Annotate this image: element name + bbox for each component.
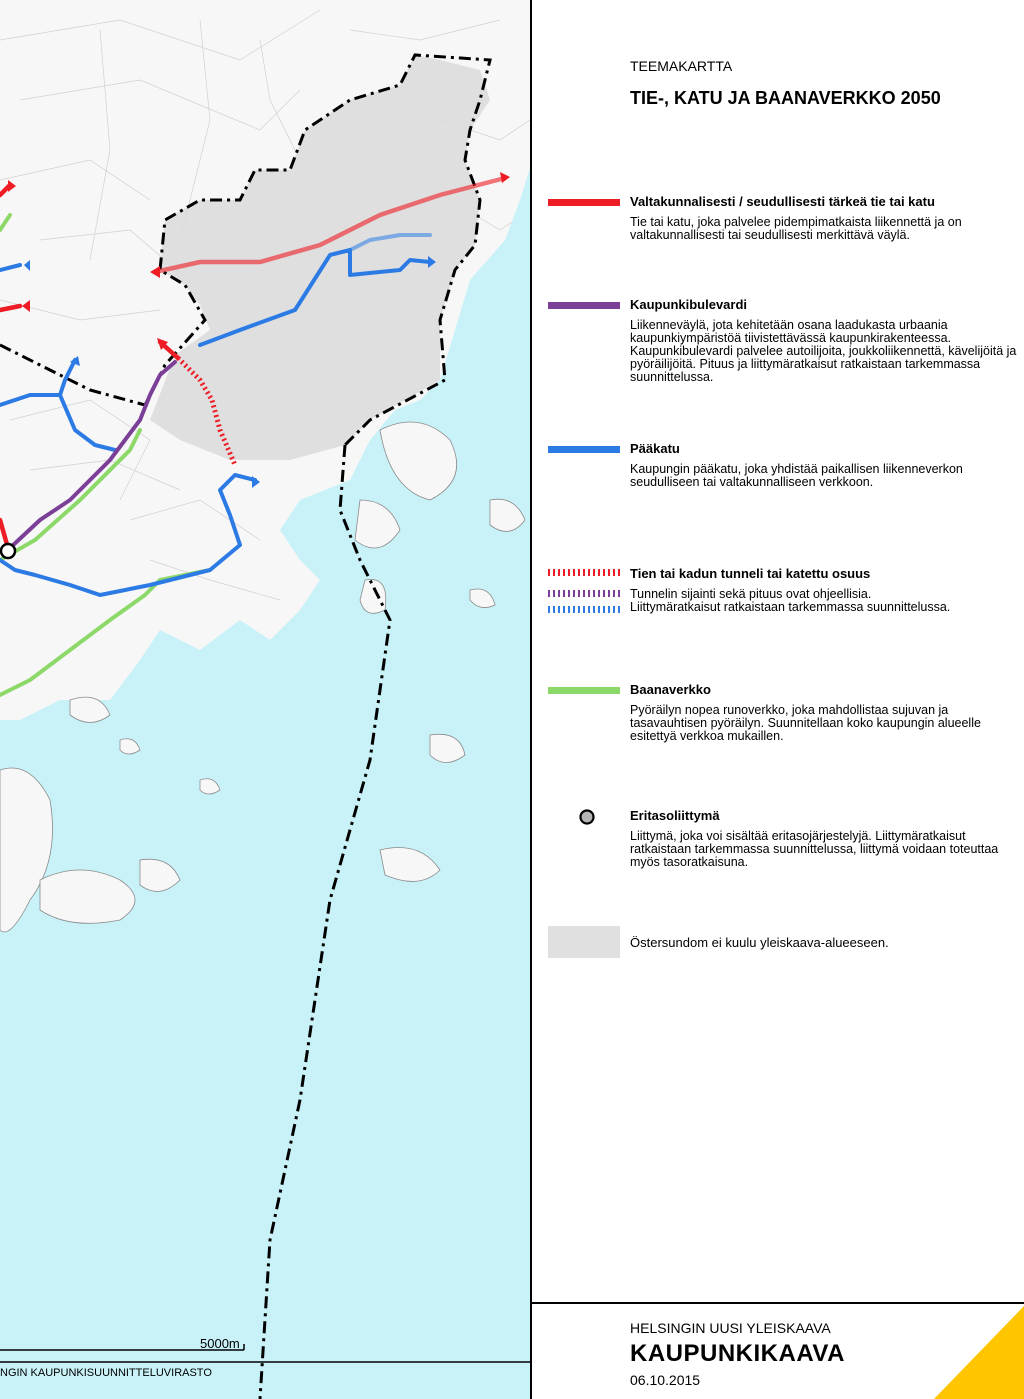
scale-label: 5000m (200, 1336, 240, 1351)
legend-name: Östersundom ei kuulu yleiskaava-alueeseen. (630, 935, 889, 950)
purple-dashed-symbol (548, 590, 620, 597)
legend-name: Pääkatu (630, 441, 680, 456)
legend-desc-line: Liittymäratkaisut ratkaistaan tarkemmassa suunnittelussa. (630, 600, 951, 614)
grey-area-symbol (548, 926, 620, 958)
red-line-symbol (548, 199, 620, 206)
map-title: TIE-, KATU JA BAANAVERKKO 2050 (630, 88, 941, 108)
legend-desc: Kaupungin pääkatu, joka yhdistää paikallisen liikenneverkon seudulliseen tai valtakunnalliseen verkkoon. (630, 462, 963, 489)
legend-name: Baanaverkko (630, 682, 711, 697)
legend-panel (530, 0, 1024, 1399)
interchange-icon (578, 808, 596, 826)
department-name: KAUPUNKIKAAVA (630, 1340, 845, 1367)
legend-name: Tien tai kadun tunneli tai katettu osuus (630, 566, 871, 581)
office-label: NGIN KAUPUNKISUUNNITTELUVIRASTO (0, 1367, 212, 1379)
legend-desc: Pyöräilyn nopea runoverkko, joka mahdollistaa sujuvan ja tasavauhtisen pyöräilyn. Suunnitellaan koko kaupungin alueelle esitettyä verkkoa mukaillen. (630, 703, 981, 743)
plan-date: 06.10.2015 (630, 1372, 701, 1388)
map-subtitle: TEEMAKARTTA (630, 58, 733, 74)
legend-desc-line: Tunnelin sijainti sekä pituus ovat ohjeellisia. (630, 587, 872, 601)
interchange-marker (1, 544, 15, 558)
legend-name: Kaupunkibulevardi (630, 297, 748, 312)
legend-desc: Liittymä, joka voi sisältää eritasojärjestelyjä. Liittymäratkaisut ratkaistaan tarkemmassa suunnittelussa, liittymä voidaan toteuttaa myös tasoratkaisuna. (630, 829, 999, 869)
plan-name: HELSINGIN UUSI YLEISKAAVA (630, 1320, 831, 1336)
legend-desc: Liikenneväylä, jota kehitetään osana laadukasta urbaania kaupunkiympäristöä tiivistettävässä kaupunkirakenteessa. Kaupunkibulevardi palvelee autoilijoita, joukkoliikennettä, kävelijöitä ja pyöräilijöitä. Pituus ja liittymäratkaisut ratkaistaan tarkemmassa suunnittelussa. (630, 318, 1017, 384)
title-block (532, 1302, 1024, 1399)
legend-desc: Tie tai katu, joka palvelee pidempimatkaista liikennettä ja on valtakunnallisesti tai seudullisesti merkittävä väylä. (630, 215, 962, 242)
legend-name: Eritasoliittymä (630, 808, 720, 823)
legend-desc (630, 588, 1020, 614)
green-line-symbol (548, 687, 620, 694)
blue-dashed-symbol (548, 606, 620, 613)
red-dashed-symbol (548, 569, 620, 576)
blue-line-symbol (548, 446, 620, 453)
legend-name: Valtakunnalisesti / seudullisesti tärkeä tie tai katu (630, 194, 935, 209)
yellow-corner-logo (932, 1306, 1024, 1399)
purple-line-symbol (548, 302, 620, 309)
